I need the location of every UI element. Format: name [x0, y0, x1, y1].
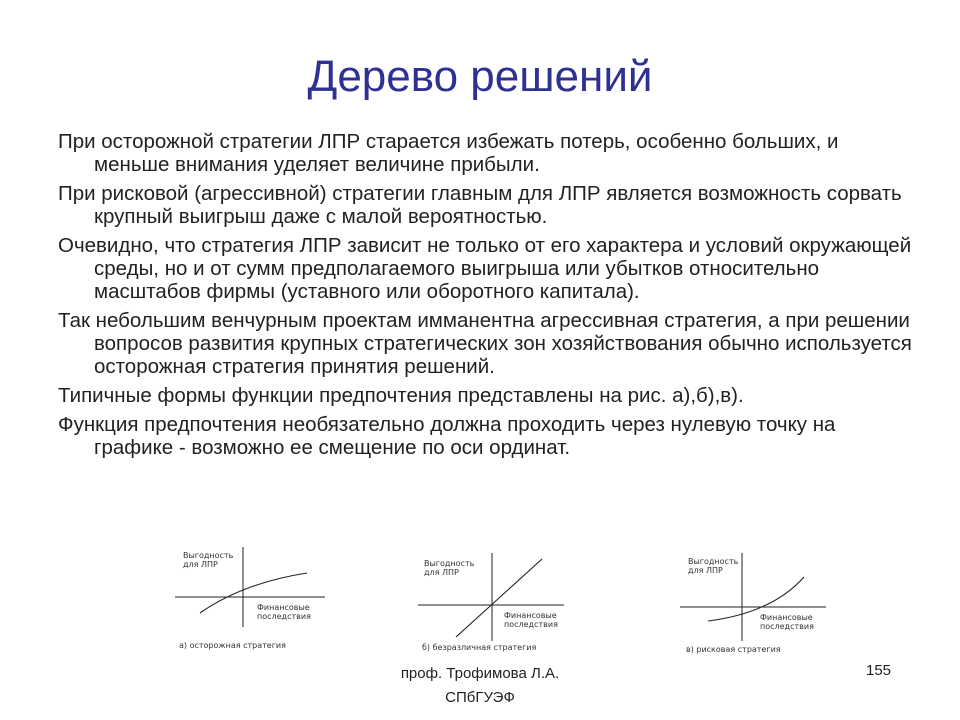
author-institution: СПбГУЭФ — [445, 689, 515, 706]
x-axis-label: Финансовые — [504, 611, 557, 620]
figure-caption: в) рисковая стратегия — [686, 645, 781, 654]
y-axis-label: Выгодность — [183, 551, 234, 560]
slide-body — [58, 130, 918, 465]
y-axis-label: Выгодность — [688, 557, 739, 566]
figure-caption: б) безразличная стратегия — [422, 643, 537, 652]
x-axis-label: последствия — [257, 612, 311, 621]
paragraph: Очевидно, что стратегия ЛПР зависит не только от его характера и условий окружающей среды, но и от сумм предполагаемого выигрыша или убытков относительно масштабов фирмы (уставного или оборотного капитала). — [58, 234, 912, 303]
paragraph: Функция предпочтения необязательно должна проходить через нулевую точку на графике - возможно ее смещение по оси ординат. — [58, 413, 836, 459]
paragraph: При рисковой (агрессивной) стратегии главным для ЛПР является возможность сорвать крупный выигрыш даже с малой вероятностью. — [58, 182, 902, 228]
figure-risky-plot — [680, 545, 830, 655]
figure-caption: а) осторожная стратегия — [179, 641, 286, 650]
y-axis-label: для ЛПР — [183, 560, 218, 569]
author-name: проф. Трофимова Л.А. — [400, 665, 560, 682]
y-axis-label: для ЛПР — [424, 568, 459, 577]
x-axis-label: Финансовые — [760, 613, 813, 622]
footer-author — [380, 662, 580, 710]
figure-cautious-plot — [175, 545, 325, 655]
x-axis-label: Финансовые — [257, 603, 310, 612]
figure-indifferent — [418, 545, 568, 655]
y-axis-label: для ЛПР — [688, 566, 723, 575]
paragraph: Так небольшим венчурным проектам имманентна агрессивная стратегия, а при решении вопросов развития крупных стратегических зон хозяйствования обычно используется осторожная стратегия принятия решений. — [58, 309, 912, 378]
y-axis-label: Выгодность — [424, 559, 475, 568]
paragraph: Типичные формы функции предпочтения представлены на рис. а),б),в). — [58, 384, 744, 407]
paragraph: При осторожной стратегии ЛПР старается избежать потерь, особенно больших, и меньше внимания уделяет величине прибыли. — [58, 130, 839, 176]
page-number: 155 — [866, 662, 892, 679]
figure-indifferent-plot — [418, 545, 568, 655]
x-axis-label: последствия — [504, 620, 558, 629]
preference-function-figures — [0, 545, 960, 655]
x-axis-label: последствия — [760, 622, 814, 631]
figure-risky — [680, 545, 830, 655]
figure-cautious — [175, 545, 325, 655]
slide-title: Дерево решений — [307, 52, 653, 101]
